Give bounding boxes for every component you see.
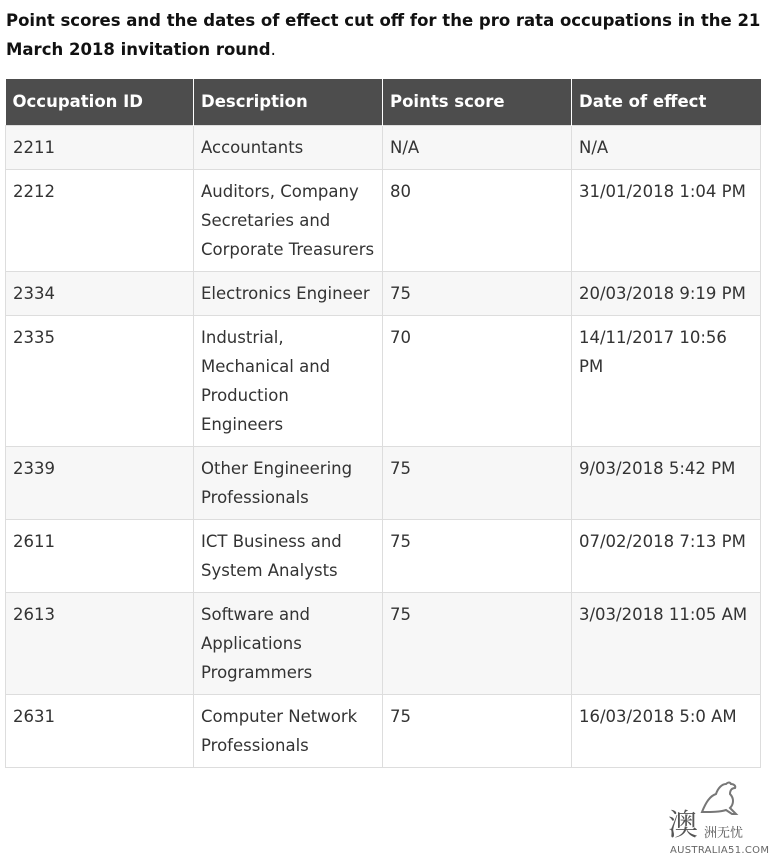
cell-occupation-id: 2335 bbox=[6, 315, 194, 446]
table-row bbox=[6, 271, 761, 315]
header-row bbox=[6, 79, 761, 125]
cell-description: Accountants bbox=[194, 125, 383, 169]
table-row bbox=[6, 519, 761, 592]
table-row bbox=[6, 125, 761, 169]
header-description: Description bbox=[194, 79, 383, 125]
cell-description: Other Engineering Professionals bbox=[194, 446, 383, 519]
cell-date-of-effect: N/A bbox=[572, 125, 761, 169]
kangaroo-icon bbox=[696, 778, 744, 818]
cell-occupation-id: 2611 bbox=[6, 519, 194, 592]
header-occupation-id: Occupation ID bbox=[6, 79, 194, 125]
page-heading bbox=[6, 6, 766, 64]
table-row bbox=[6, 169, 761, 271]
cell-description: Industrial, Mechanical and Production Engineers bbox=[194, 315, 383, 446]
cell-description: Computer Network Professionals bbox=[194, 694, 383, 767]
cell-date-of-effect: 07/02/2018 7:13 PM bbox=[572, 519, 761, 592]
cell-points-score: 75 bbox=[383, 271, 572, 315]
cell-description: Auditors, Company Secretaries and Corporate Treasurers bbox=[194, 169, 383, 271]
heading-period: . bbox=[270, 40, 276, 59]
cell-description: Software and Applications Programmers bbox=[194, 592, 383, 694]
cell-date-of-effect: 3/03/2018 11:05 AM bbox=[572, 592, 761, 694]
cell-occupation-id: 2211 bbox=[6, 125, 194, 169]
watermark-url: AUSTRALIA51.COM bbox=[670, 845, 770, 856]
table-body bbox=[6, 125, 761, 767]
cell-points-score: 75 bbox=[383, 694, 572, 767]
watermark-cn-small: 洲无忧 bbox=[704, 826, 744, 841]
occupations-table bbox=[5, 79, 761, 768]
cell-date-of-effect: 20/03/2018 9:19 PM bbox=[572, 271, 761, 315]
cell-occupation-id: 2631 bbox=[6, 694, 194, 767]
cell-date-of-effect: 9/03/2018 5:42 PM bbox=[572, 446, 761, 519]
header-points-score: Points score bbox=[383, 79, 572, 125]
cell-points-score: N/A bbox=[383, 125, 572, 169]
cell-occupation-id: 2613 bbox=[6, 592, 194, 694]
table-row bbox=[6, 446, 761, 519]
cell-occupation-id: 2339 bbox=[6, 446, 194, 519]
header-date-of-effect: Date of effect bbox=[572, 79, 761, 125]
watermark-cn-big: 澳 bbox=[668, 808, 698, 843]
watermark bbox=[668, 772, 775, 863]
table-row bbox=[6, 315, 761, 446]
cell-points-score: 75 bbox=[383, 592, 572, 694]
cell-occupation-id: 2334 bbox=[6, 271, 194, 315]
cell-points-score: 75 bbox=[383, 446, 572, 519]
table-row bbox=[6, 694, 761, 767]
cell-occupation-id: 2212 bbox=[6, 169, 194, 271]
table-header bbox=[6, 79, 761, 125]
cell-date-of-effect: 16/03/2018 5:0 AM bbox=[572, 694, 761, 767]
cell-points-score: 70 bbox=[383, 315, 572, 446]
cell-date-of-effect: 31/01/2018 1:04 PM bbox=[572, 169, 761, 271]
cell-points-score: 80 bbox=[383, 169, 572, 271]
table-row bbox=[6, 592, 761, 694]
cell-points-score: 75 bbox=[383, 519, 572, 592]
heading-text: Point scores and the dates of effect cut off for the pro rata occupations in the 21 March 2018 invitation round bbox=[6, 11, 761, 59]
cell-description: Electronics Engineer bbox=[194, 271, 383, 315]
cell-description: ICT Business and System Analysts bbox=[194, 519, 383, 592]
cell-date-of-effect: 14/11/2017 10:56 PM bbox=[572, 315, 761, 446]
